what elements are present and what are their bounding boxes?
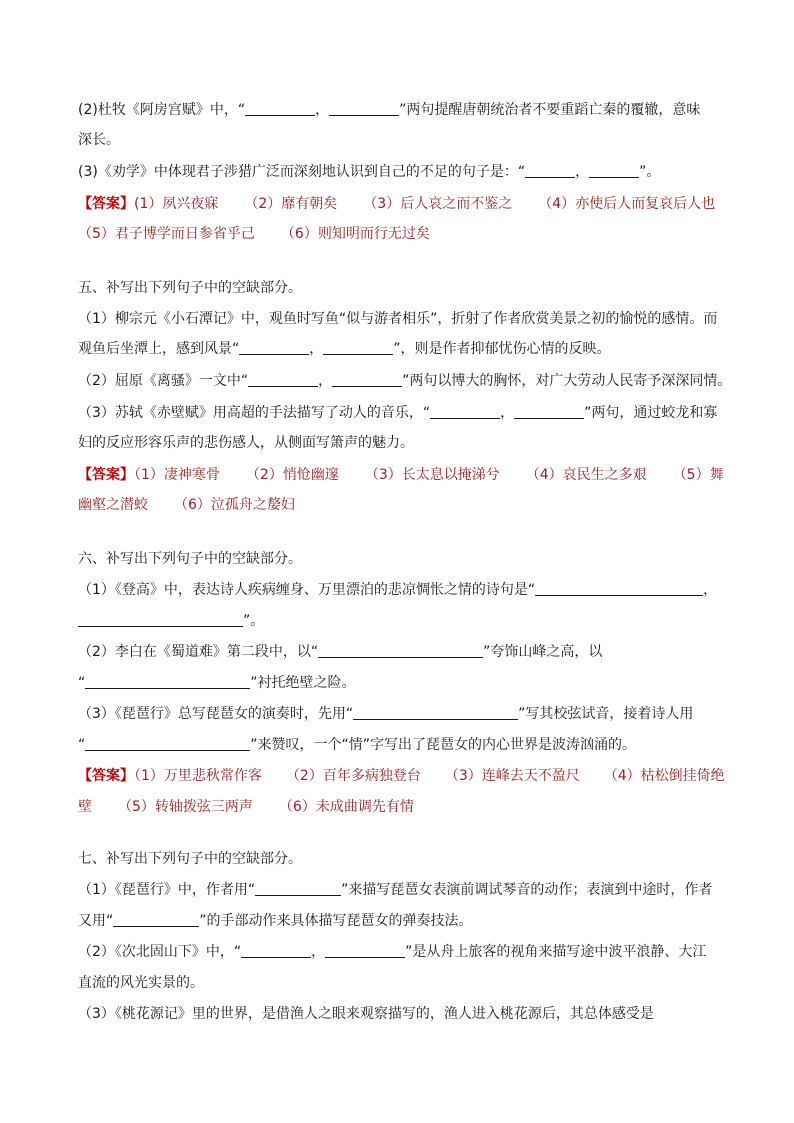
s5-q3-line1: （3）苏轼《赤壁赋》用高超的手法描写了动人的音乐，“ ， ”两句，通过蛟龙和寡: [78, 405, 718, 421]
answer-blank[interactable]: [353, 705, 518, 720]
s7-q2-line1: （2）《次北固山下》中，“ ， ”是从舟上旅客的视角来描写途中波平浪静、大江: [78, 944, 707, 960]
answer-blank[interactable]: [332, 372, 402, 387]
s4-q2-line2: 深长。: [78, 132, 120, 148]
s5-answer-line1: 【答案】（1）凄神寒骨 （2）悄怆幽邃 （3）长太息以掩涕兮 （4）哀民生之多艰 （5）舞: [78, 467, 724, 483]
answer-blank[interactable]: [245, 101, 315, 116]
answer-blank[interactable]: [323, 340, 393, 355]
answer-blank[interactable]: [85, 736, 250, 751]
s6-q1-line2: ”。: [78, 611, 724, 631]
s6-heading: 六、补写出下列句子中的空缺部分。: [78, 551, 302, 567]
s7-q1-line2: 又用“ ”的手部动作来具体描写琵琶女的弹奏技法。: [78, 913, 473, 929]
answer-blank[interactable]: [78, 612, 243, 627]
answer-blank[interactable]: [525, 163, 575, 178]
answer-blank[interactable]: [239, 340, 309, 355]
s5-q2-line: （2）屈原《离骚》一文中“ ， ”两句以博大的胸怀，对广大劳动人民寄予深深同情。: [78, 373, 732, 389]
s4-answer-line1: 【答案】(1）夙兴夜寐 （2）靡有朝矣 （3）后人哀之而不鉴之 （4）亦使后人而复哀后人也: [78, 196, 716, 212]
s5-answer-line2: 幽壑之潜蛟 （6）泣孤舟之嫠妇: [78, 497, 295, 513]
s6-q1-line1: （1）《登高》中，表达诗人疾病缠身、万里漂泊的悲凉惆怅之情的诗句是“ ，: [78, 582, 718, 598]
s7-q3-line1: （3）《桃花源记》里的世界，是借渔人之眼来观察描写的，渔人进入桃花源后，其总体感受是: [78, 1006, 654, 1022]
s4-answer-line2: （5）君子博学而日参省乎己 （6）则知明而行无过矣: [78, 226, 430, 242]
s6-answer-line2: 壁 （5）转轴拨弦三两声 （6）未成曲调先有情: [78, 799, 414, 815]
s6-q3-line2: “ ”来赞叹，一个“情”字写出了琵琶女的内心世界是波涛汹涌的。: [78, 737, 637, 753]
answer-blank[interactable]: [248, 372, 318, 387]
s6-q3-line1: （3）《琵琶行》总写琵琶女的演奏时，先用“ ”写其校弦试音，接着诗人用: [78, 706, 694, 722]
answer-blank[interactable]: [325, 943, 405, 958]
answer-blank[interactable]: [535, 581, 703, 596]
s7-heading: 七、补写出下列句子中的空缺部分。: [78, 851, 302, 867]
s5-q1-line1: （1）柳宗元《小石潭记》中，观鱼时写鱼“似与游者相乐”，折射了作者欣赏美景之初的愉悦的感情。而: [78, 311, 718, 327]
s7-q1-line1: （1）《琵琶行》中，作者用“ ”来描写琵琶女表演前调试琴音的动作；表演到中途时，作者: [78, 882, 713, 898]
answer-blank[interactable]: [85, 674, 250, 689]
s4-q3-line: (3)《劝学》中体现君子涉猎广泛而深刻地认识到自己的不足的句子是：“ ， ”。: [78, 164, 661, 180]
s6-q2-line2: “ ”衬托绝壁之险。: [78, 675, 356, 691]
s5-heading: 五、补写出下列句子中的空缺部分。: [78, 280, 302, 296]
answer-blank[interactable]: [113, 912, 199, 927]
s6-answer-line1: 【答案】（1）万里悲秋常作客 （2）百年多病独登台 （3）连峰去天不盈尺 （4）枯松倒挂倚绝: [78, 768, 725, 784]
answer-blank[interactable]: [589, 163, 639, 178]
answer-blank[interactable]: [514, 404, 584, 419]
s4-q2-line1: (2)杜牧《阿房宫赋》中，“ ， ”两句提醒唐朝统治者不要重蹈亡秦的覆辙，意味: [78, 102, 701, 118]
answer-blank[interactable]: [430, 404, 500, 419]
answer-blank[interactable]: [318, 643, 483, 658]
s5-q1-line2: 观鱼后坐潭上，感到风景“ ， ”，则是作者抑郁忧伤心情的反映。: [78, 341, 611, 357]
s5-q3-line2: 妇的反应形容乐声的悲伤感人，从侧面写箫声的魅力。: [78, 435, 414, 451]
answer-blank[interactable]: [255, 881, 341, 896]
s6-q2-line1: （2）李白在《蜀道难》第二段中，以“ ”夸饰山峰之高，以: [78, 644, 603, 660]
s7-q2-line2: 直流的风光实景的。: [78, 975, 204, 991]
answer-blank[interactable]: [329, 101, 399, 116]
answer-blank[interactable]: [241, 943, 311, 958]
